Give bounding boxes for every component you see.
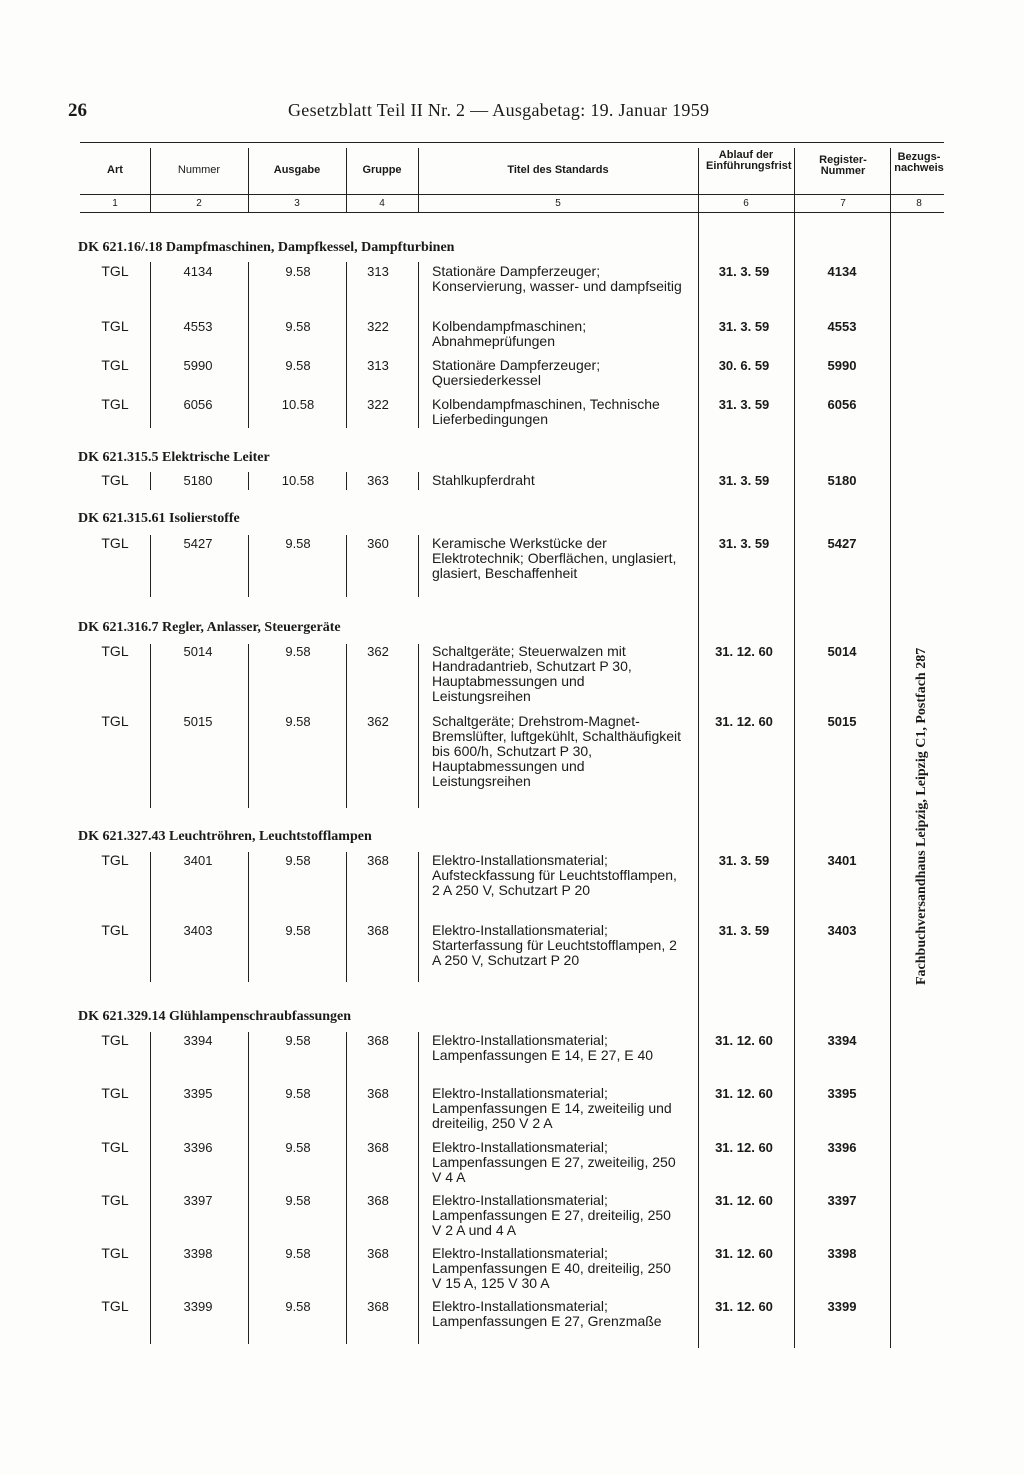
header-col-sep (698, 148, 699, 1348)
header-col-sep (890, 148, 891, 1348)
cell-nummer: 3394 (183, 1033, 213, 1048)
section-title: DK 621.316.7 Regler, Anlasser, Steuergeräte (78, 620, 341, 635)
cell-register: 3396 (827, 1140, 857, 1155)
cell-register: 5014 (827, 644, 857, 659)
cell-gruppe: 362 (367, 714, 389, 729)
cell-register: 5990 (827, 358, 857, 373)
column-number: 4 (379, 198, 385, 209)
cell-titel: Elektro-Installationsmaterial; Lampenfassungen E 27, Grenzmaße (432, 1298, 662, 1329)
row-col-sep (418, 644, 419, 808)
section-title: DK 621.16/.18 Dampfmaschinen, Dampfkessel, Dampfturbinen (78, 240, 455, 255)
row-col-sep (418, 852, 419, 982)
cell-ausgabe: 9.58 (285, 1193, 311, 1208)
column-header-gruppe: Gruppe (362, 164, 402, 176)
cell-art: TGL (101, 1085, 129, 1101)
cell-ablauf: 31. 12. 60 (715, 644, 773, 659)
cell-gruppe: 368 (367, 923, 389, 938)
row-col-sep (150, 1032, 151, 1344)
column-number: 2 (196, 198, 202, 209)
cell-register: 5180 (827, 473, 857, 488)
row-col-sep (418, 262, 419, 428)
cell-ausgabe: 9.58 (285, 319, 311, 334)
cell-ablauf: 31. 12. 60 (715, 1086, 773, 1101)
cell-titel: Stationäre Dampferzeuger; Konservierung, wasser- und dampfseitig (432, 263, 682, 294)
cell-ablauf: 31. 3. 59 (718, 853, 770, 868)
cell-gruppe: 368 (367, 1193, 389, 1208)
column-header-bezug: Bezugs-nachweis (894, 151, 944, 174)
header-mid-rule (80, 194, 944, 195)
cell-ablauf: 31. 12. 60 (715, 714, 773, 729)
side-note-bezugsnachweis: Fachbuchversandhaus Leipzig, Leipzig C1, Postfach 287 (914, 647, 929, 985)
cell-titel: Stationäre Dampferzeuger; Quersiederkessel (432, 357, 601, 388)
cell-ausgabe: 9.58 (285, 1033, 311, 1048)
cell-ablauf: 31. 3. 59 (718, 319, 770, 334)
cell-titel: Elektro-Installationsmaterial; Lampenfassungen E 27, dreiteilig, 250 V 2 A und 4 A (432, 1192, 671, 1238)
row-col-sep (346, 262, 347, 428)
cell-nummer: 3396 (183, 1140, 213, 1155)
cell-ausgabe: 9.58 (285, 1246, 311, 1261)
cell-art: TGL (101, 396, 129, 412)
column-number: 7 (840, 198, 846, 209)
cell-register: 6056 (827, 397, 857, 412)
cell-gruppe: 363 (367, 473, 389, 488)
cell-art: TGL (101, 852, 129, 868)
cell-art: TGL (101, 318, 129, 334)
row-col-sep (248, 852, 249, 982)
cell-ablauf: 31. 3. 59 (718, 397, 770, 412)
column-header-ablauf: Ablauf der Einführungsfrist (706, 149, 792, 172)
column-number: 1 (112, 198, 118, 209)
cell-titel: Elektro-Installationsmaterial; Lampenfassungen E 14, E 27, E 40 (432, 1032, 654, 1063)
column-number: 3 (294, 198, 300, 209)
cell-titel: Elektro-Installationsmaterial; Lampenfassungen E 14, zweiteilig und dreiteilig, 250 V 2 A (432, 1085, 672, 1131)
cell-art: TGL (101, 1245, 129, 1261)
cell-nummer: 3399 (183, 1299, 213, 1314)
cell-ausgabe: 9.58 (285, 1299, 311, 1314)
row-col-sep (418, 1032, 419, 1344)
cell-register: 5015 (827, 714, 857, 729)
header-col-sep (346, 148, 347, 212)
cell-nummer: 5990 (183, 358, 213, 373)
cell-ablauf: 31. 12. 60 (715, 1193, 773, 1208)
column-header-register: Register-Nummer (819, 154, 867, 177)
cell-register: 3395 (827, 1086, 857, 1101)
cell-gruppe: 368 (367, 1033, 389, 1048)
cell-titel: Schaltgeräte; Drehstrom-Magnet-Bremslüfter, luftgekühlt, Schalthäufigkeit bis 600/h, Schutzart P 30, Hauptabmessungen und Leistungsreihen (432, 713, 682, 789)
cell-nummer: 3397 (183, 1193, 213, 1208)
cell-nummer: 4553 (183, 319, 213, 334)
header-top-rule (80, 142, 944, 143)
row-col-sep (248, 535, 249, 597)
cell-register: 5427 (827, 536, 857, 551)
cell-nummer: 5180 (183, 473, 213, 488)
cell-gruppe: 322 (367, 397, 389, 412)
cell-titel: Kolbendampfmaschinen, Technische Lieferbedingungen (432, 396, 660, 427)
cell-ausgabe: 9.58 (285, 714, 311, 729)
cell-art: TGL (101, 1139, 129, 1155)
cell-art: TGL (101, 643, 129, 659)
row-col-sep (248, 472, 249, 490)
column-header-art: Art (107, 164, 123, 176)
column-number: 8 (916, 198, 922, 209)
cell-register: 3398 (827, 1246, 857, 1261)
cell-ablauf: 31. 3. 59 (718, 536, 770, 551)
cell-ausgabe: 9.58 (285, 853, 311, 868)
row-col-sep (418, 472, 419, 490)
row-col-sep (150, 262, 151, 428)
page-header-title: Gesetzblatt Teil II Nr. 2 — Ausgabetag: 19. Januar 1959 (288, 100, 710, 120)
cell-ablauf: 31. 3. 59 (718, 473, 770, 488)
cell-ablauf: 31. 12. 60 (715, 1246, 773, 1261)
cell-titel: Kolbendampfmaschinen; Abnahmeprüfungen (432, 318, 587, 349)
cell-art: TGL (101, 1032, 129, 1048)
cell-gruppe: 360 (367, 536, 389, 551)
row-col-sep (150, 644, 151, 808)
cell-art: TGL (101, 535, 129, 551)
cell-ausgabe: 9.58 (285, 1086, 311, 1101)
cell-nummer: 3403 (183, 923, 213, 938)
column-number: 5 (555, 198, 561, 209)
cell-gruppe: 368 (367, 1086, 389, 1101)
header-col-sep (248, 148, 249, 212)
cell-gruppe: 313 (367, 264, 389, 279)
section-title: DK 621.315.61 Isolierstoffe (78, 511, 240, 526)
column-header-nummer: Nummer (177, 164, 221, 176)
row-col-sep (418, 535, 419, 597)
cell-register: 4134 (827, 264, 857, 279)
section-title: DK 621.329.14 Glühlampenschraubfassungen (78, 1009, 352, 1024)
cell-ausgabe: 9.58 (285, 1140, 311, 1155)
row-col-sep (346, 535, 347, 597)
header-col-sep (418, 148, 419, 212)
header-col-sep (150, 148, 151, 212)
section-title: DK 621.327.43 Leuchtröhren, Leuchtstofflampen (78, 829, 372, 844)
row-col-sep (248, 262, 249, 428)
cell-art: TGL (101, 713, 129, 729)
cell-gruppe: 313 (367, 358, 389, 373)
cell-art: TGL (101, 472, 129, 488)
cell-art: TGL (101, 1298, 129, 1314)
cell-ausgabe: 9.58 (285, 536, 311, 551)
cell-register: 3394 (827, 1033, 857, 1048)
cell-register: 3401 (827, 853, 857, 868)
cell-ausgabe: 9.58 (285, 264, 311, 279)
cell-art: TGL (101, 1192, 129, 1208)
cell-titel: Elektro-Installationsmaterial; Lampenfassungen E 40, dreiteilig, 250 V 15 A, 125 V 30 A (432, 1245, 671, 1291)
cell-nummer: 3398 (183, 1246, 213, 1261)
cell-titel: Elektro-Installationsmaterial; Aufsteckfassung für Leuchtstofflampen, 2 A 250 V, Schutzart P 20 (432, 852, 677, 898)
header-col-sep (794, 148, 795, 1348)
cell-ablauf: 30. 6. 59 (718, 358, 770, 373)
row-col-sep (150, 852, 151, 982)
row-col-sep (150, 472, 151, 490)
cell-gruppe: 368 (367, 1140, 389, 1155)
row-col-sep (346, 472, 347, 490)
row-col-sep (346, 644, 347, 808)
cell-titel: Keramische Werkstücke der Elektrotechnik; Oberflächen, unglasiert, glasiert, Beschaffenheit (432, 535, 677, 581)
cell-art: TGL (101, 357, 129, 373)
cell-gruppe: 362 (367, 644, 389, 659)
cell-art: TGL (101, 922, 129, 938)
cell-ausgabe: 9.58 (285, 923, 311, 938)
cell-ablauf: 31. 12. 60 (715, 1299, 773, 1314)
cell-nummer: 5015 (183, 714, 213, 729)
cell-gruppe: 368 (367, 1299, 389, 1314)
cell-ablauf: 31. 12. 60 (715, 1033, 773, 1048)
cell-register: 3399 (827, 1299, 857, 1314)
cell-nummer: 3395 (183, 1086, 213, 1101)
cell-nummer: 6056 (183, 397, 213, 412)
cell-ausgabe: 10.58 (281, 473, 315, 488)
cell-ausgabe: 9.58 (285, 358, 311, 373)
row-col-sep (248, 644, 249, 808)
row-col-sep (150, 535, 151, 597)
cell-register: 3403 (827, 923, 857, 938)
cell-register: 4553 (827, 319, 857, 334)
column-header-ausgabe: Ausgabe (273, 164, 321, 176)
cell-gruppe: 368 (367, 1246, 389, 1261)
cell-titel: Stahlkupferdraht (432, 472, 535, 488)
cell-gruppe: 322 (367, 319, 389, 334)
cell-titel: Elektro-Installationsmaterial; Lampenfassungen E 27, zweiteilig, 250 V 4 A (432, 1139, 676, 1185)
cell-ablauf: 31. 3. 59 (718, 264, 770, 279)
cell-ausgabe: 10.58 (281, 397, 315, 412)
section-title: DK 621.315.5 Elektrische Leiter (78, 450, 270, 465)
row-col-sep (248, 1032, 249, 1344)
page-number: 26 (68, 100, 87, 121)
cell-nummer: 3401 (183, 853, 213, 868)
column-number: 6 (743, 198, 749, 209)
column-header-titel: Titel des Standards (507, 164, 609, 176)
cell-nummer: 4134 (183, 264, 213, 279)
cell-register: 3397 (827, 1193, 857, 1208)
cell-titel: Elektro-Installationsmaterial; Starterfassung für Leuchtstofflampen, 2 A 250 V, Schutzart P 20 (432, 922, 677, 968)
header-bottom-rule (80, 212, 944, 213)
cell-ausgabe: 9.58 (285, 644, 311, 659)
cell-nummer: 5014 (183, 644, 213, 659)
cell-ablauf: 31. 12. 60 (715, 1140, 773, 1155)
cell-nummer: 5427 (183, 536, 213, 551)
cell-titel: Schaltgeräte; Steuerwalzen mit Handradantrieb, Schutzart P 30, Hauptabmessungen und Leistungsreihen (432, 643, 632, 704)
cell-gruppe: 368 (367, 853, 389, 868)
row-col-sep (346, 852, 347, 982)
cell-ablauf: 31. 3. 59 (718, 923, 770, 938)
row-col-sep (346, 1032, 347, 1344)
cell-art: TGL (101, 263, 129, 279)
